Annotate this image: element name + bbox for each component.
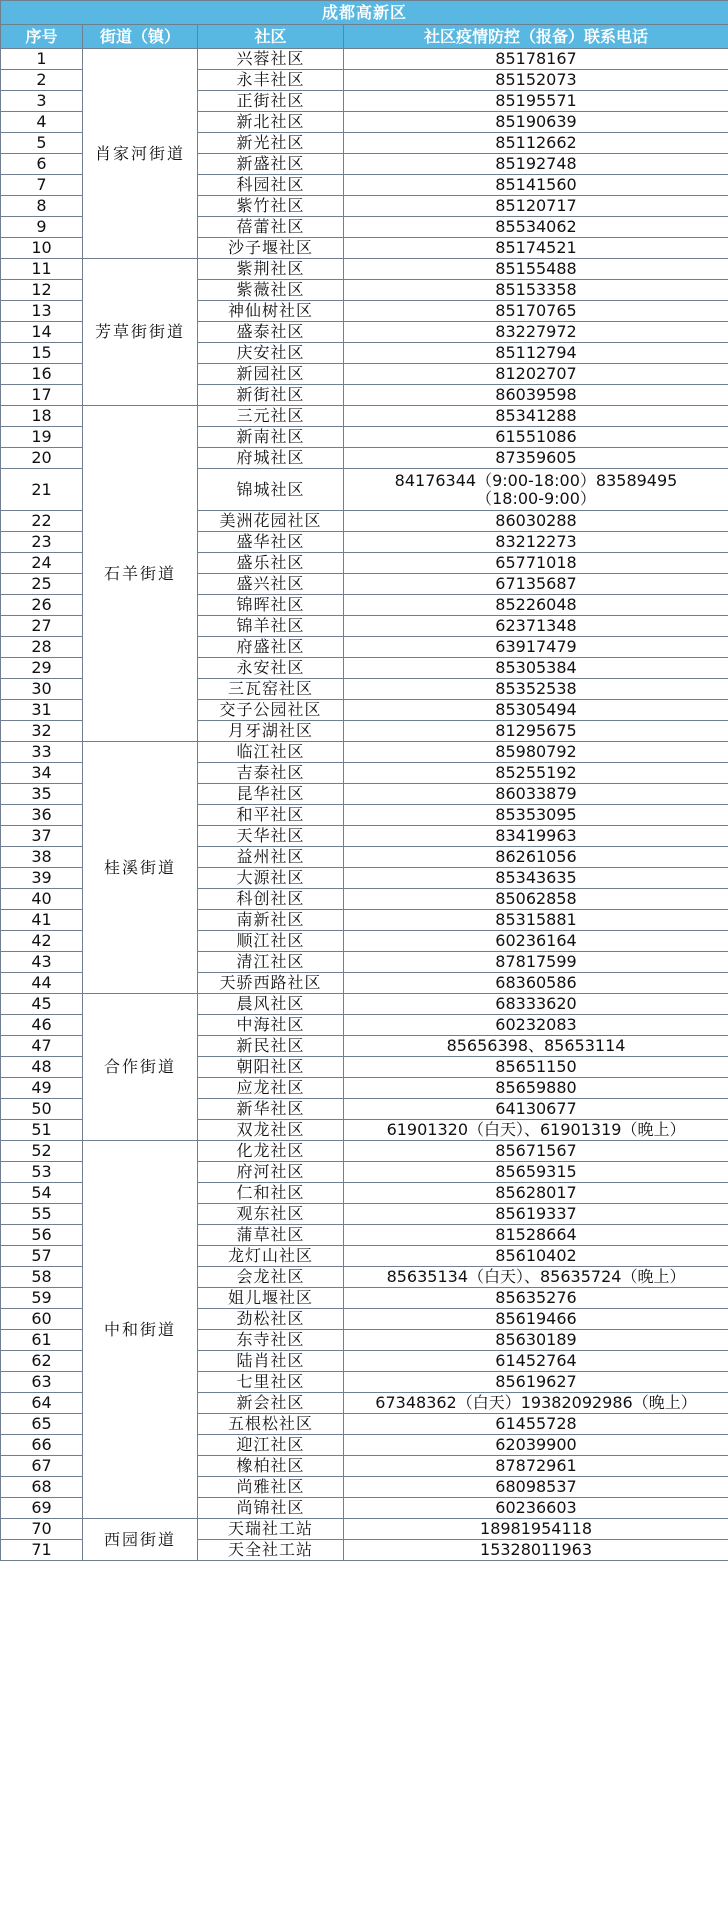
row-seq: 57 [1, 1246, 83, 1267]
row-seq: 60 [1, 1309, 83, 1330]
row-seq: 8 [1, 196, 83, 217]
row-community: 东寺社区 [198, 1330, 344, 1351]
row-phone: 62039900 [344, 1435, 728, 1456]
row-seq: 41 [1, 910, 83, 931]
row-phone: 63917479 [344, 637, 728, 658]
row-community: 新民社区 [198, 1036, 344, 1057]
row-phone: 81528664 [344, 1225, 728, 1246]
row-phone: 61452764 [344, 1351, 728, 1372]
row-community: 吉泰社区 [198, 763, 344, 784]
header-row [1, 25, 728, 49]
row-phone: 83227972 [344, 322, 728, 343]
row-community: 蓓蕾社区 [198, 217, 344, 238]
row-phone: 67135687 [344, 574, 728, 595]
row-community: 府盛社区 [198, 637, 344, 658]
row-community: 府城社区 [198, 448, 344, 469]
row-phone: 18981954118 [344, 1519, 728, 1540]
row-phone: 67348362（白天）19382092986（晚上） [344, 1393, 728, 1414]
row-community: 临江社区 [198, 742, 344, 763]
row-seq: 44 [1, 973, 83, 994]
row-seq: 20 [1, 448, 83, 469]
row-seq: 33 [1, 742, 83, 763]
row-community: 新光社区 [198, 133, 344, 154]
row-community: 新北社区 [198, 112, 344, 133]
row-seq: 49 [1, 1078, 83, 1099]
street-name: 石羊街道 [83, 406, 198, 742]
row-seq: 69 [1, 1498, 83, 1519]
row-phone: 87817599 [344, 952, 728, 973]
row-seq: 54 [1, 1183, 83, 1204]
row-phone: 85980792 [344, 742, 728, 763]
row-seq: 36 [1, 805, 83, 826]
street-name: 桂溪街道 [83, 742, 198, 994]
row-phone: 86033879 [344, 784, 728, 805]
street-name: 芳草街街道 [83, 259, 198, 406]
row-phone: 87359605 [344, 448, 728, 469]
row-seq: 48 [1, 1057, 83, 1078]
row-seq: 55 [1, 1204, 83, 1225]
row-seq: 39 [1, 868, 83, 889]
row-phone: 68333620 [344, 994, 728, 1015]
row-community: 永安社区 [198, 658, 344, 679]
header-seq: 序号 [1, 25, 83, 49]
row-seq: 2 [1, 70, 83, 91]
row-community: 神仙树社区 [198, 301, 344, 322]
row-community: 天全社工站 [198, 1540, 344, 1561]
row-community: 双龙社区 [198, 1120, 344, 1141]
row-seq: 58 [1, 1267, 83, 1288]
row-seq: 25 [1, 574, 83, 595]
row-seq: 11 [1, 259, 83, 280]
row-seq: 37 [1, 826, 83, 847]
row-seq: 32 [1, 721, 83, 742]
row-phone: 86039598 [344, 385, 728, 406]
row-seq: 29 [1, 658, 83, 679]
row-community: 中海社区 [198, 1015, 344, 1036]
row-community: 盛兴社区 [198, 574, 344, 595]
row-community: 橡柏社区 [198, 1456, 344, 1477]
row-community: 三瓦窑社区 [198, 679, 344, 700]
row-seq: 16 [1, 364, 83, 385]
row-phone: 60236603 [344, 1498, 728, 1519]
row-community: 顺江社区 [198, 931, 344, 952]
row-phone: 85174521 [344, 238, 728, 259]
row-community: 盛泰社区 [198, 322, 344, 343]
row-community: 新华社区 [198, 1099, 344, 1120]
table-row [1, 994, 728, 1015]
table-row [1, 259, 728, 280]
row-community: 锦晖社区 [198, 595, 344, 616]
row-seq: 35 [1, 784, 83, 805]
row-phone: 85619466 [344, 1309, 728, 1330]
row-community: 益州社区 [198, 847, 344, 868]
row-phone: 85610402 [344, 1246, 728, 1267]
row-community: 新南社区 [198, 427, 344, 448]
row-seq: 14 [1, 322, 83, 343]
row-seq: 9 [1, 217, 83, 238]
table-body [1, 49, 728, 1561]
street-name: 肖家河街道 [83, 49, 198, 259]
row-community: 科园社区 [198, 175, 344, 196]
row-phone: 85141560 [344, 175, 728, 196]
row-seq: 21 [1, 469, 83, 511]
row-seq: 68 [1, 1477, 83, 1498]
row-phone: 85195571 [344, 91, 728, 112]
row-phone: 68360586 [344, 973, 728, 994]
row-phone: 15328011963 [344, 1540, 728, 1561]
row-seq: 1 [1, 49, 83, 70]
row-phone: 61455728 [344, 1414, 728, 1435]
row-seq: 10 [1, 238, 83, 259]
row-community: 庆安社区 [198, 343, 344, 364]
row-seq: 34 [1, 763, 83, 784]
row-community: 科创社区 [198, 889, 344, 910]
table-row [1, 406, 728, 427]
row-seq: 63 [1, 1372, 83, 1393]
row-community: 沙子堰社区 [198, 238, 344, 259]
row-seq: 67 [1, 1456, 83, 1477]
row-phone: 85170765 [344, 301, 728, 322]
row-community: 府河社区 [198, 1162, 344, 1183]
row-community: 观东社区 [198, 1204, 344, 1225]
row-phone: 86030288 [344, 511, 728, 532]
row-phone: 86261056 [344, 847, 728, 868]
row-seq: 40 [1, 889, 83, 910]
row-phone: 85619627 [344, 1372, 728, 1393]
row-phone: 85630189 [344, 1330, 728, 1351]
row-seq: 53 [1, 1162, 83, 1183]
row-community: 紫薇社区 [198, 280, 344, 301]
row-seq: 23 [1, 532, 83, 553]
row-community: 昆华社区 [198, 784, 344, 805]
row-seq: 30 [1, 679, 83, 700]
row-seq: 64 [1, 1393, 83, 1414]
row-phone: 85534062 [344, 217, 728, 238]
row-phone: 85190639 [344, 112, 728, 133]
row-community: 三元社区 [198, 406, 344, 427]
row-phone: 60232083 [344, 1015, 728, 1036]
row-community: 兴蓉社区 [198, 49, 344, 70]
row-community: 美洲花园社区 [198, 511, 344, 532]
row-phone: 85153358 [344, 280, 728, 301]
row-seq: 56 [1, 1225, 83, 1246]
row-phone: 85343635 [344, 868, 728, 889]
row-seq: 22 [1, 511, 83, 532]
row-seq: 71 [1, 1540, 83, 1561]
row-phone: 85635276 [344, 1288, 728, 1309]
header-street: 街道（镇） [83, 25, 198, 49]
street-name: 西园街道 [83, 1519, 198, 1561]
row-seq: 43 [1, 952, 83, 973]
row-seq: 5 [1, 133, 83, 154]
row-phone: 85255192 [344, 763, 728, 784]
row-phone: 85062858 [344, 889, 728, 910]
street-name: 合作街道 [83, 994, 198, 1141]
row-community: 蒲草社区 [198, 1225, 344, 1246]
header-phone: 社区疫情防控（报备）联系电话 [344, 25, 728, 49]
row-community: 化龙社区 [198, 1141, 344, 1162]
row-community: 尚雅社区 [198, 1477, 344, 1498]
row-community: 新园社区 [198, 364, 344, 385]
row-seq: 70 [1, 1519, 83, 1540]
row-community: 锦羊社区 [198, 616, 344, 637]
row-community: 仁和社区 [198, 1183, 344, 1204]
row-community: 天华社区 [198, 826, 344, 847]
header-community: 社区 [198, 25, 344, 49]
row-community: 新街社区 [198, 385, 344, 406]
row-seq: 7 [1, 175, 83, 196]
row-phone: 81295675 [344, 721, 728, 742]
row-phone: 85178167 [344, 49, 728, 70]
row-phone: 85353095 [344, 805, 728, 826]
row-community: 七里社区 [198, 1372, 344, 1393]
row-seq: 59 [1, 1288, 83, 1309]
row-phone: 85155488 [344, 259, 728, 280]
row-seq: 50 [1, 1099, 83, 1120]
row-community: 劲松社区 [198, 1309, 344, 1330]
row-community: 正街社区 [198, 91, 344, 112]
row-seq: 66 [1, 1435, 83, 1456]
row-seq: 51 [1, 1120, 83, 1141]
row-community: 紫竹社区 [198, 196, 344, 217]
row-phone: 60236164 [344, 931, 728, 952]
row-community: 应龙社区 [198, 1078, 344, 1099]
row-phone: 85120717 [344, 196, 728, 217]
row-seq: 47 [1, 1036, 83, 1057]
row-phone: 85305494 [344, 700, 728, 721]
row-community: 新盛社区 [198, 154, 344, 175]
row-phone: 61901320（白天）、61901319（晚上） [344, 1120, 728, 1141]
row-community: 天骄西路社区 [198, 973, 344, 994]
row-seq: 52 [1, 1141, 83, 1162]
row-phone: 85619337 [344, 1204, 728, 1225]
row-seq: 3 [1, 91, 83, 112]
row-seq: 38 [1, 847, 83, 868]
row-phone: 85671567 [344, 1141, 728, 1162]
row-seq: 65 [1, 1414, 83, 1435]
row-phone: 84176344（9:00-18:00）83589495（18:00-9:00） [344, 469, 728, 511]
row-community: 五根松社区 [198, 1414, 344, 1435]
row-seq: 24 [1, 553, 83, 574]
table-row [1, 49, 728, 70]
row-phone: 65771018 [344, 553, 728, 574]
row-community: 大源社区 [198, 868, 344, 889]
row-community: 盛乐社区 [198, 553, 344, 574]
row-phone: 85656398、85653114 [344, 1036, 728, 1057]
row-phone: 87872961 [344, 1456, 728, 1477]
row-seq: 27 [1, 616, 83, 637]
row-phone: 61551086 [344, 427, 728, 448]
row-phone: 85315881 [344, 910, 728, 931]
row-community: 朝阳社区 [198, 1057, 344, 1078]
row-community: 龙灯山社区 [198, 1246, 344, 1267]
row-community: 盛华社区 [198, 532, 344, 553]
row-seq: 26 [1, 595, 83, 616]
row-phone: 85635134（白天）、85635724（晚上） [344, 1267, 728, 1288]
row-phone: 85192748 [344, 154, 728, 175]
row-phone: 85341288 [344, 406, 728, 427]
row-community: 天瑞社工站 [198, 1519, 344, 1540]
row-seq: 12 [1, 280, 83, 301]
row-phone: 85659880 [344, 1078, 728, 1099]
row-community: 交子公园社区 [198, 700, 344, 721]
row-seq: 46 [1, 1015, 83, 1036]
row-phone: 85628017 [344, 1183, 728, 1204]
row-community: 永丰社区 [198, 70, 344, 91]
row-phone: 85226048 [344, 595, 728, 616]
table-row [1, 1519, 728, 1540]
row-community: 清江社区 [198, 952, 344, 973]
row-seq: 18 [1, 406, 83, 427]
table-row [1, 742, 728, 763]
row-phone: 85659315 [344, 1162, 728, 1183]
row-phone: 85352538 [344, 679, 728, 700]
row-phone: 85651150 [344, 1057, 728, 1078]
row-seq: 4 [1, 112, 83, 133]
row-phone: 85112794 [344, 343, 728, 364]
row-phone: 85152073 [344, 70, 728, 91]
row-phone: 83419963 [344, 826, 728, 847]
table-row [1, 1141, 728, 1162]
row-seq: 62 [1, 1351, 83, 1372]
street-name: 中和街道 [83, 1141, 198, 1519]
row-phone: 85305384 [344, 658, 728, 679]
row-phone: 64130677 [344, 1099, 728, 1120]
row-seq: 13 [1, 301, 83, 322]
row-phone: 81202707 [344, 364, 728, 385]
row-seq: 61 [1, 1330, 83, 1351]
row-seq: 45 [1, 994, 83, 1015]
row-community: 月牙湖社区 [198, 721, 344, 742]
row-seq: 17 [1, 385, 83, 406]
row-community: 和平社区 [198, 805, 344, 826]
row-phone: 68098537 [344, 1477, 728, 1498]
row-community: 姐儿堰社区 [198, 1288, 344, 1309]
row-community: 迎江社区 [198, 1435, 344, 1456]
row-community: 陆肖社区 [198, 1351, 344, 1372]
row-seq: 6 [1, 154, 83, 175]
row-community: 紫荆社区 [198, 259, 344, 280]
row-community: 会龙社区 [198, 1267, 344, 1288]
row-phone: 62371348 [344, 616, 728, 637]
row-community: 南新社区 [198, 910, 344, 931]
table-title: 成都高新区 [1, 1, 728, 25]
row-community: 锦城社区 [198, 469, 344, 511]
row-community: 晨风社区 [198, 994, 344, 1015]
row-seq: 28 [1, 637, 83, 658]
row-community: 尚锦社区 [198, 1498, 344, 1519]
row-seq: 15 [1, 343, 83, 364]
row-seq: 19 [1, 427, 83, 448]
row-phone: 85112662 [344, 133, 728, 154]
row-phone: 83212273 [344, 532, 728, 553]
row-seq: 42 [1, 931, 83, 952]
row-seq: 31 [1, 700, 83, 721]
row-community: 新会社区 [198, 1393, 344, 1414]
